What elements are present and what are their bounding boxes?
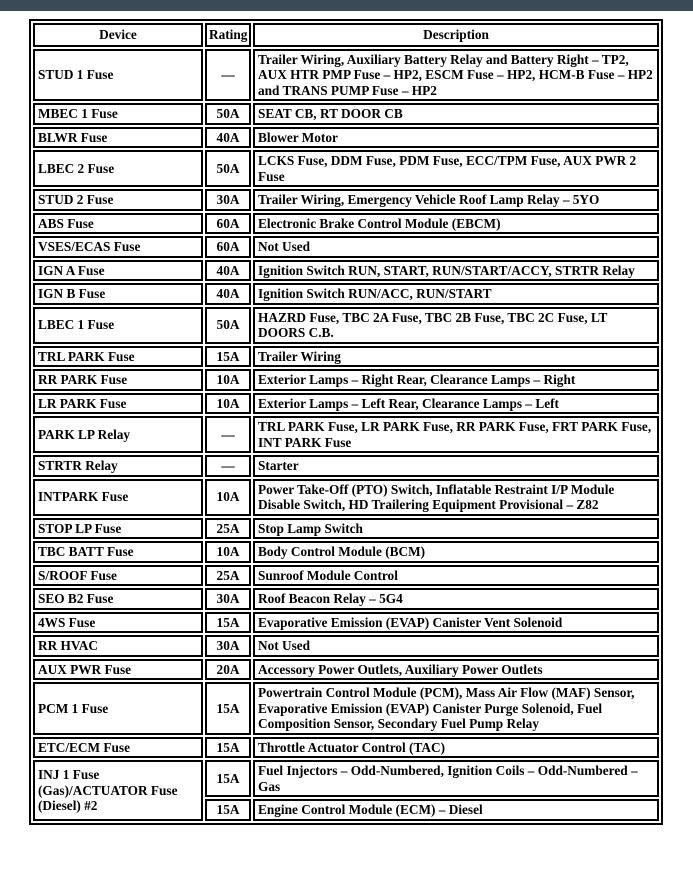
rating-cell: 10A (205, 541, 251, 563)
description-cell: Evaporative Emission (EVAP) Canister Vent Solenoid (253, 612, 659, 634)
device-cell: LBEC 1 Fuse (33, 307, 203, 344)
rating-cell: 50A (205, 103, 251, 125)
rating-cell: 30A (205, 189, 251, 211)
description-cell: Sunroof Module Control (253, 565, 659, 587)
table-row (33, 127, 659, 149)
description-cell: TRL PARK Fuse, LR PARK Fuse, RR PARK Fuse, FRT PARK Fuse, INT PARK Fuse (253, 416, 659, 453)
table-header-row (33, 23, 659, 47)
rating-cell: 40A (205, 260, 251, 282)
device-cell: RR HVAC (33, 635, 203, 657)
description-cell: Trailer Wiring, Emergency Vehicle Roof Lamp Relay – 5YO (253, 189, 659, 211)
description-cell: Starter (253, 455, 659, 477)
description-cell: Roof Beacon Relay – 5G4 (253, 588, 659, 610)
device-cell: LR PARK Fuse (33, 393, 203, 415)
description-cell: Ignition Switch RUN/ACC, RUN/START (253, 283, 659, 305)
table-row (33, 49, 659, 102)
rating-cell: 30A (205, 635, 251, 657)
table-row (33, 416, 659, 453)
device-cell: PCM 1 Fuse (33, 682, 203, 735)
description-cell: Fuel Injectors – Odd-Numbered, Ignition Coils – Odd-Numbered – Gas (253, 760, 659, 797)
rating-cell: 60A (205, 236, 251, 258)
description-cell: Trailer Wiring (253, 346, 659, 368)
rating-cell: 15A (205, 682, 251, 735)
device-cell: RR PARK Fuse (33, 369, 203, 391)
device-cell: VSES/ECAS Fuse (33, 236, 203, 258)
description-cell: Exterior Lamps – Left Rear, Clearance Lamps – Left (253, 393, 659, 415)
rating-cell: 15A (205, 760, 251, 797)
rating-cell: 15A (205, 346, 251, 368)
description-cell: Ignition Switch RUN, START, RUN/START/ACCY, STRTR Relay (253, 260, 659, 282)
rating-cell: 30A (205, 588, 251, 610)
device-cell: INJ 1 Fuse (Gas)/ACTUATOR Fuse (Diesel) #2 (33, 760, 203, 821)
description-cell: Engine Control Module (ECM) – Diesel (253, 799, 659, 821)
device-cell: ETC/ECM Fuse (33, 737, 203, 759)
device-cell: IGN B Fuse (33, 283, 203, 305)
table-row (33, 588, 659, 610)
table-row (33, 307, 659, 344)
fuse-table-container (29, 19, 663, 825)
description-cell: LCKS Fuse, DDM Fuse, PDM Fuse, ECC/TPM Fuse, AUX PWR 2 Fuse (253, 150, 659, 187)
table-row (33, 103, 659, 125)
rating-cell: — (205, 49, 251, 102)
rating-cell: 50A (205, 150, 251, 187)
table-row (33, 283, 659, 305)
table-row (33, 635, 659, 657)
description-cell: Exterior Lamps – Right Rear, Clearance Lamps – Right (253, 369, 659, 391)
table-row (33, 346, 659, 368)
description-cell: Throttle Actuator Control (TAC) (253, 737, 659, 759)
table-row (33, 150, 659, 187)
device-cell: S/ROOF Fuse (33, 565, 203, 587)
table-row (33, 565, 659, 587)
table-row (33, 659, 659, 681)
device-cell: BLWR Fuse (33, 127, 203, 149)
header-description: Description (253, 23, 659, 47)
table-row (33, 260, 659, 282)
table-row (33, 369, 659, 391)
header-rating: Rating (205, 23, 251, 47)
device-cell: 4WS Fuse (33, 612, 203, 634)
description-cell: HAZRD Fuse, TBC 2A Fuse, TBC 2B Fuse, TBC 2C Fuse, LT DOORS C.B. (253, 307, 659, 344)
device-cell: MBEC 1 Fuse (33, 103, 203, 125)
rating-cell: 60A (205, 213, 251, 235)
top-window-bar (0, 0, 693, 11)
device-cell: LBEC 2 Fuse (33, 150, 203, 187)
device-cell: AUX PWR Fuse (33, 659, 203, 681)
device-cell: STOP LP Fuse (33, 518, 203, 540)
table-row (33, 541, 659, 563)
table-row (33, 236, 659, 258)
device-cell: TBC BATT Fuse (33, 541, 203, 563)
device-cell: STUD 2 Fuse (33, 189, 203, 211)
device-cell: STUD 1 Fuse (33, 49, 203, 102)
device-cell: PARK LP Relay (33, 416, 203, 453)
description-cell: Powertrain Control Module (PCM), Mass Air Flow (MAF) Sensor, Evaporative Emission (EVAP) Canister Purge Solenoid, Fuel Composition Sensor, Secondary Fuel Pump Relay (253, 682, 659, 735)
description-cell: Stop Lamp Switch (253, 518, 659, 540)
fuse-table (29, 19, 663, 825)
rating-cell: 10A (205, 369, 251, 391)
table-row (33, 612, 659, 634)
rating-cell: — (205, 455, 251, 477)
table-row (33, 737, 659, 759)
header-device: Device (33, 23, 203, 47)
description-cell: Power Take-Off (PTO) Switch, Inflatable Restraint I/P Module Disable Switch, HD Trailering Equipment Provisional – Z82 (253, 479, 659, 516)
rating-cell: 10A (205, 393, 251, 415)
description-cell: Not Used (253, 236, 659, 258)
table-row (33, 760, 659, 797)
description-cell: Not Used (253, 635, 659, 657)
rating-cell: 10A (205, 479, 251, 516)
device-cell: TRL PARK Fuse (33, 346, 203, 368)
description-cell: Trailer Wiring, Auxiliary Battery Relay and Battery Right – TP2, AUX HTR PMP Fuse – HP2, ESCM Fuse – HP2, HCM-B Fuse – HP2 and TRANS PUMP Fuse – HP2 (253, 49, 659, 102)
description-cell: Electronic Brake Control Module (EBCM) (253, 213, 659, 235)
rating-cell: — (205, 416, 251, 453)
rating-cell: 15A (205, 737, 251, 759)
rating-cell: 25A (205, 518, 251, 540)
rating-cell: 25A (205, 565, 251, 587)
device-cell: INTPARK Fuse (33, 479, 203, 516)
rating-cell: 50A (205, 307, 251, 344)
table-row (33, 393, 659, 415)
device-cell: STRTR Relay (33, 455, 203, 477)
description-cell: SEAT CB, RT DOOR CB (253, 103, 659, 125)
description-cell: Blower Motor (253, 127, 659, 149)
description-cell: Accessory Power Outlets, Auxiliary Power Outlets (253, 659, 659, 681)
table-row (33, 189, 659, 211)
rating-cell: 40A (205, 283, 251, 305)
rating-cell: 15A (205, 612, 251, 634)
device-cell: ABS Fuse (33, 213, 203, 235)
rating-cell: 20A (205, 659, 251, 681)
device-cell: IGN A Fuse (33, 260, 203, 282)
table-row (33, 479, 659, 516)
table-body (33, 49, 659, 821)
device-cell: SEO B2 Fuse (33, 588, 203, 610)
rating-cell: 15A (205, 799, 251, 821)
description-cell: Body Control Module (BCM) (253, 541, 659, 563)
rating-cell: 40A (205, 127, 251, 149)
table-row (33, 682, 659, 735)
table-row (33, 518, 659, 540)
table-row (33, 213, 659, 235)
table-row (33, 455, 659, 477)
